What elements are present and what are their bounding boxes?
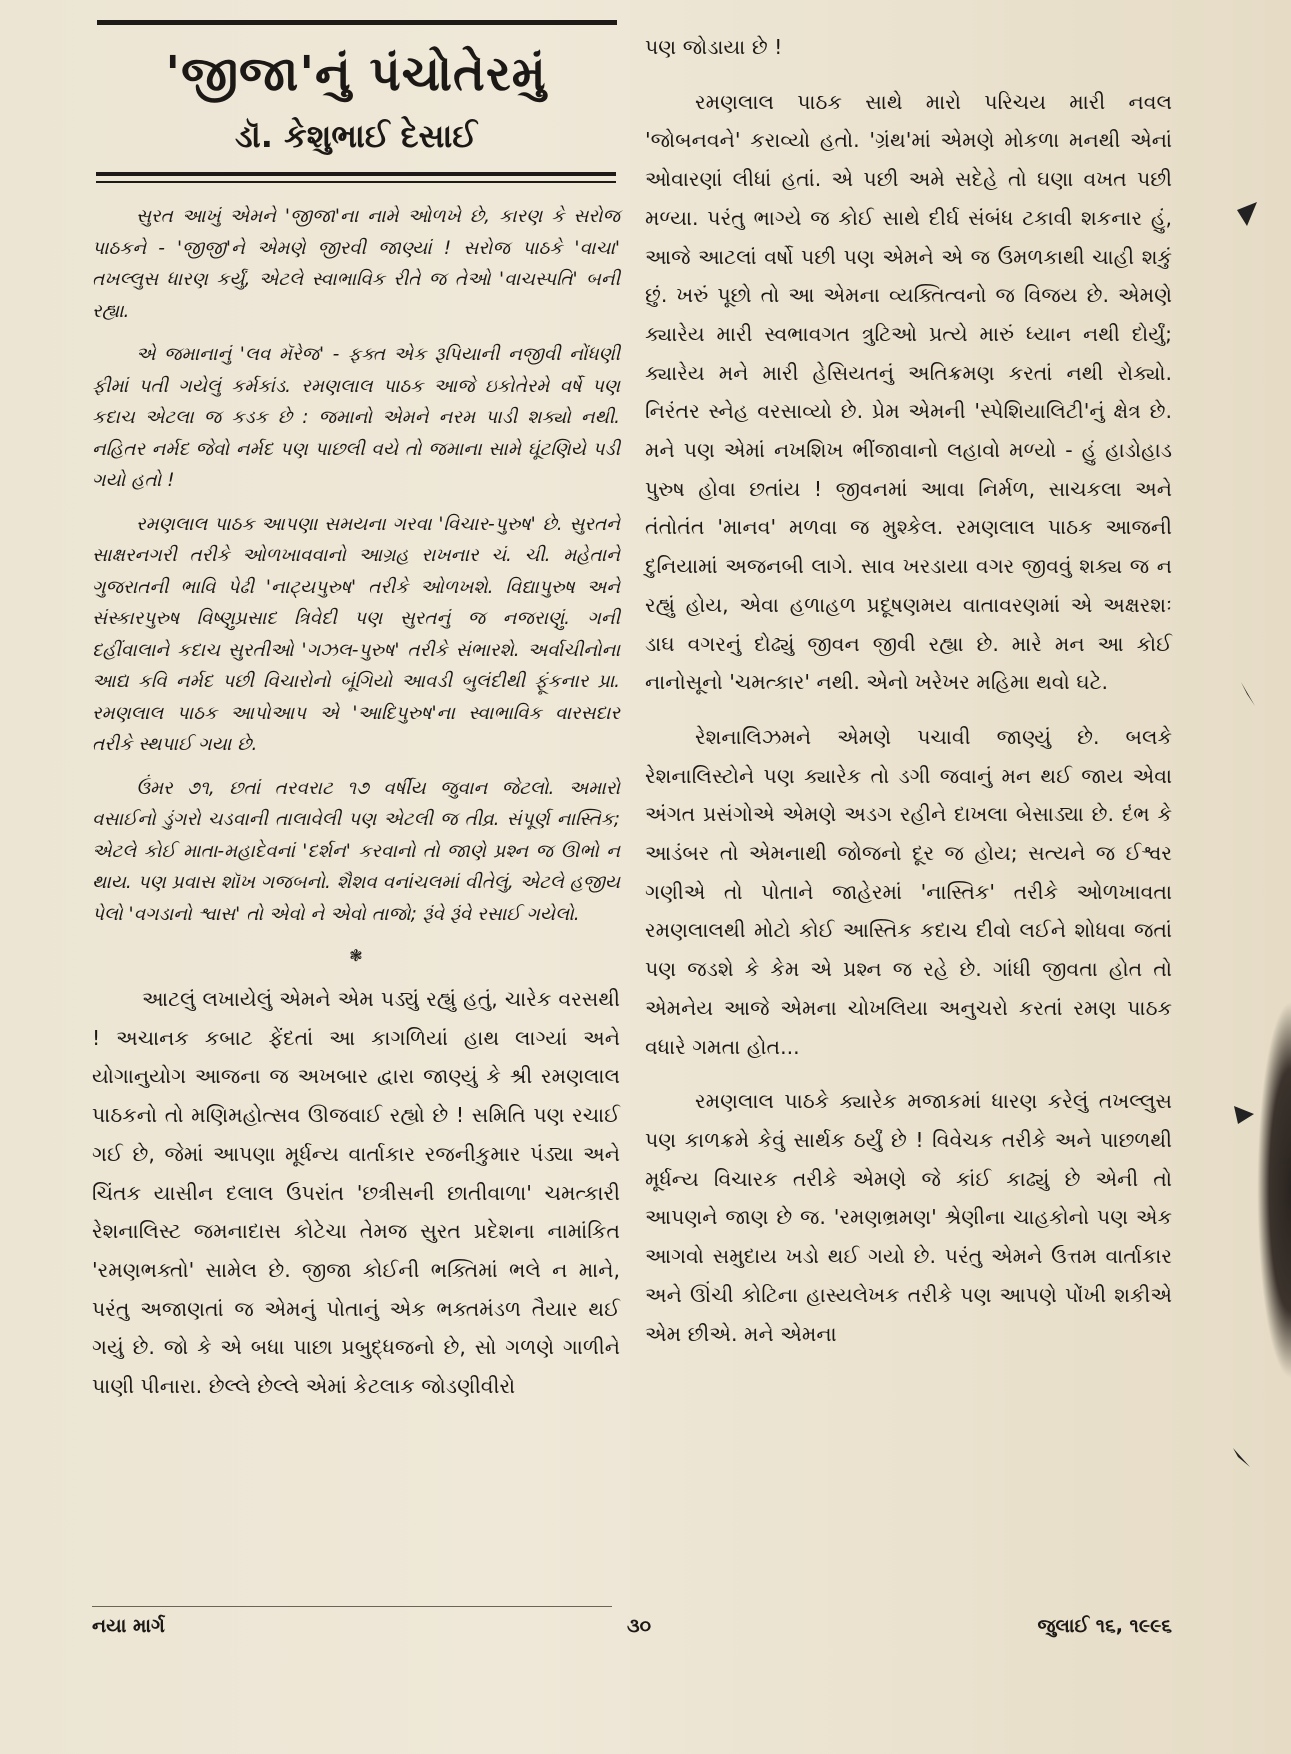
section-separator: ❃ (349, 946, 363, 965)
body-paragraph: પણ જોડાયા છે ! (645, 35, 783, 59)
left-column (92, 28, 620, 1422)
body-paragraph: રમણલાલ પાઠક સાથે મારો પરિચય મારી નવલ 'જોબનવને' કરાવ્યો હતો. 'ગ્રંથ'માં એમણે મોકળા મનથી એનાં ઓવારણાં લીધાં હતાં. એ પછી અમે સદેહે તો ઘણા વખત પછી મળ્યા. પરંતુ ભાગ્યે જ કોઈ સાથે દીર્ઘ સંબંધ ટકાવી શકનાર હું, આજે આટલાં વર્ષો પછી પણ એમને એ જ ઉમળકાથી ચાહી શકું છું. ખરું પૂછો તો આ એમના વ્યક્તિત્વનો જ વિજય છે. એમણે ક્યારેય મારી સ્વભાવગત ત્રુટિઓ પ્રત્યે મારું ધ્યાન નથી દોર્યું; ક્યારેય મને મારી હેસિયતનું અતિક્રમણ કરતાં નથી રોક્યો. નિરંતર સ્નેહ વરસાવ્યો છે. પ્રેમ એમની 'સ્પેશિયાલિટી'નું ક્ષેત્ર છે. મને પણ એમાં નખશિખ ભીંજાવાનો લહાવો મળ્યો - હું હાડોહાડ પુરુષ હોવા છતાંય ! જીવનમાં આવા નિર્મળ, સાચકલા અને તંતોતંત 'માનવ' મળવા જ મુશ્કેલ. રમણલાલ પાઠક આજની દુનિયામાં અજનબી લાગે. સાવ ખરડાયા વગર જીવવું શક્ય જ ન રહ્યું હોય, એવા હળાહળ પ્રદૂષણમય વાતાવરણમાં એ અક્ષરશઃ ડાઘ વગરનું દોઢ્યું જીવન જીવી રહ્યા છે. મારે મન આ કોઈ નાનોસૂનો 'ચમત્કાર' નથી. એનો ખરેખર મહિમા થવો ઘટે. (645, 89, 1172, 695)
torn-edge (1257, 1000, 1291, 1380)
issue-date: જુલાઈ ૧૬, ૧૯૯૬ (1037, 1615, 1172, 1637)
margin-tick-mark (1237, 680, 1261, 710)
page-footer (92, 1615, 1172, 1645)
title-divider (96, 172, 616, 183)
page-number: ૩૦ (627, 1615, 652, 1637)
top-rule (97, 20, 617, 25)
footer-rule (92, 1606, 612, 1607)
article-title: 'જીજા'નું પંચોતેરમું (165, 46, 547, 102)
right-column (645, 28, 1172, 1369)
left-body (92, 980, 620, 1406)
intro-block (92, 201, 620, 930)
margin-tick-mark (1232, 1100, 1256, 1130)
article-author: ડૉ. કેશુભાઈ દેસાઈ (234, 117, 478, 155)
intro-paragraph: એ જમાનાનું 'લવ મૅરેજ' - ફક્ત એક રૂપિયાની નજીવી નોંધણી ફીમાં પતી ગયેલું કર્મકાંડ. રમણલાલ પાઠક આજે ઇકોતેરમે વર્ષે પણ કદાચ એટલા જ કડક છે : જમાનો એમને નરમ પાડી શક્યો નથી. નહિતર નર્મદ જેવો નર્મદ પણ પાછલી વયે તો જમાના સામે ઘૂંટણિયે પડી ગયો હતો ! (92, 344, 620, 491)
body-paragraph: રેશનાલિઝમને એમણે પચાવી જાણ્યું છે. બલકે રેશનાલિસ્ટોને પણ ક્યારેક તો ડગી જવાનું મન થઈ જાય એવા અંગત પ્રસંગોએ એમણે અડગ રહીને દાખલા બેસાડ્યા છે. દંભ કે આડંબર તો એમનાથી જોજનો દૂર જ હોય; સત્યને જ ઈશ્વર ગણીએ તો પોતાને જાહેરમાં 'નાસ્તિક' તરીકે ઓળખાવતા રમણલાલથી મોટો કોઈ આસ્તિક કદાચ દીવો લઈને શોધવા જતાં પણ જડશે કે કેમ એ પ્રશ્ન જ રહે છે. ગાંધી જીવતા હોત તો એમનેય આજે એમના ચોખલિયા અનુચરો કરતાં રમણ પાઠક વધારે ગમતા હોત... (645, 724, 1172, 1059)
magazine-name: નયા માર્ગ (92, 1615, 165, 1637)
margin-tick-mark (1230, 1445, 1254, 1475)
body-paragraph: આટલું લખાયેલું એમને એમ પડ્યું રહ્યું હતું, ચારેક વરસથી ! અચાનક કબાટ ફેંદતાં આ કાગળિયાં હાથ લાગ્યાં અને યોગાનુયોગ આજના જ અખબાર દ્વારા જાણ્યું કે શ્રી રમણલાલ પાઠકનો તો મણિમહોત્સવ ઊજવાઈ રહ્યો છે ! સમિતિ પણ રચાઈ ગઈ છે, જેમાં આપણા મૂર્ધન્ય વાર્તાકાર રજનીકુમાર પંડ્યા અને ચિંતક યાસીન દલાલ ઉપરાંત 'છત્રીસની છાતીવાળા' ચમત્કારી રેશનાલિસ્ટ જમનાદાસ કોટેચા તેમજ સુરત પ્રદેશના નામાંકિત 'રમણભક્તો' સામેલ છે. જીજા કોઈની ભક્તિમાં ભલે ન માને, પરંતુ અજાણતાં જ એમનું પોતાનું એક ભક્તમંડળ તૈયાર થઈ ગયું છે. જો કે એ બધા પાછા પ્રબુદ્ધજનો છે, સો ગળણે ગાળીને પાણી પીનારા. છેલ્લે છેલ્લે એમાં કેટલાક જોડણીવીરો (92, 987, 620, 1399)
intro-paragraph: રમણલાલ પાઠક આપણા સમયના ગરવા 'વિચાર-પુરુષ' છે. સુરતને સાક્ષરનગરી તરીકે ઓળખાવવાનો આગ્રહ રાખનાર ચં. ચી. મહેતાને ગુજરાતની ભાવિ પેઢી 'નાટ્યપુરુષ' તરીકે ઓળખશે. વિદ્યાપુરુષ અને સંસ્કારપુરુષ વિષ્ણુપ્રસાદ ત્રિવેદી પણ સુરતનું જ નજરાણું. ગની દહીંવાલાને કદાચ સુરતીઓ 'ગઝલ-પુરુષ' તરીકે સંભારશે. અર્વાચીનોના આદ્ય કવિ નર્મદ પછી વિચારોનો બૂંગિયો આવડી બુલંદીથી ફૂંકનાર પ્રા. રમણલાલ પાઠક આપોઆપ એ 'આદિપુરુષ'ના સ્વાભાવિક વારસદાર તરીકે સ્થપાઈ ગયા છે. (92, 513, 620, 755)
intro-paragraph: સુરત આખું એમને 'જીજા'ના નામે ઓળખે છે, કારણ કે સરોજ પાઠકને - 'જીજી'ને એમણે જીરવી જાણ્યાં ! સરોજ પાઠકે 'વાચા' તખલ્લુસ ધારણ કર્યું, એટલે સ્વાભાવિક રીતે જ તેઓ 'વાચસ્પતિ' બની રહ્યા. (92, 206, 620, 322)
body-paragraph: રમણલાલ પાઠકે ક્યારેક મજાકમાં ધારણ કરેલું તખલ્લુસ પણ કાળક્રમે કેવું સાર્થક ઠર્યું છે ! વિવેચક તરીકે અને પાછળથી મૂર્ધન્ય વિચારક તરીકે એમણે જે કાંઈ કાઢ્યું છે એની તો આપણને જાણ છે જ. 'રમણભ્રમણ' શ્રેણીના ચાહકોનો પણ એક આગવો સમુદાય ખડો થઈ ગયો છે. પરંતુ એમને ઉત્તમ વાર્તાકાર અને ઊંચી કોટિના હાસ્યલેખક તરીકે પણ આપણે પોંખી શકીએ એમ છીએ. મને એમના (645, 1089, 1172, 1346)
margin-tick-mark (1235, 198, 1259, 228)
intro-paragraph: ઉંમર ૭૧, છતાં તરવરાટ ૧૭ વર્ષીય જુવાન જેટલો. અમારો વસાઈનો ડુંગરો ચડવાની તાલાવેલી પણ એટલી જ તીવ્ર. સંપૂર્ણ નાસ્તિક; એટલે કોઈ માતા-મહાદેવનાં 'દર્શન' કરવાનો તો જાણે પ્રશ્ન જ ઊભો ન થાય. પણ પ્રવાસ શૉખ ગજબનો. શૈશવ વનાંચલમાં વીતેલું, એટલે હજીય પેલો 'વગડાનો શ્વાસ' તો એવો ને એવો તાજો; રૂંવે રૂંવે રસાઈ ગયેલો. (92, 777, 621, 925)
